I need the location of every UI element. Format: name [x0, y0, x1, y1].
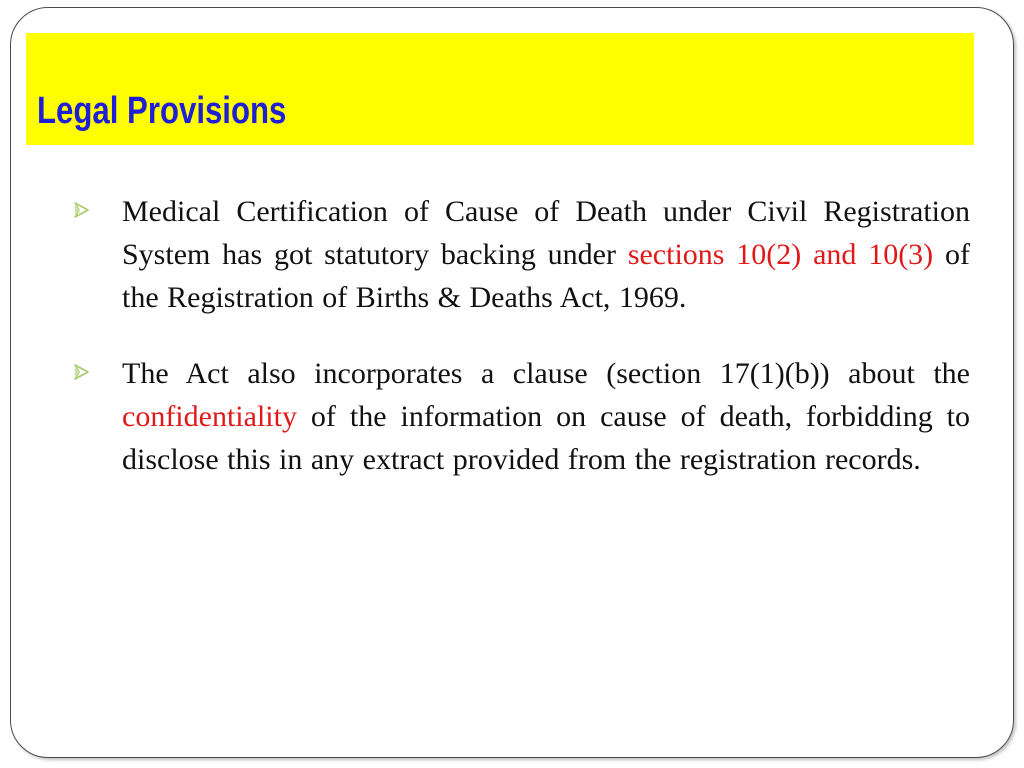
arrow-bullet-icon	[72, 362, 92, 382]
bullet-text-after: of the information on cause of death, forbidding to disclose this in any extract provided from the registration records.	[122, 400, 970, 476]
bullet-list	[72, 190, 970, 514]
bullet-item	[72, 190, 970, 319]
bullet-text-after: of the Registration of Births & Deaths Act, 1969.	[122, 238, 970, 314]
bullet-text-before: The Act also incorporates a clause (section 17(1)(b)) about the	[122, 357, 970, 390]
bullet-text	[122, 190, 970, 319]
bullet-highlight: confidentiality	[122, 400, 297, 433]
arrow-bullet-icon	[72, 200, 92, 220]
bullet-item	[72, 352, 970, 481]
bullet-highlight: sections 10(2) and 10(3)	[627, 238, 934, 271]
slide-title: Legal Provisions	[37, 90, 287, 132]
bullet-text	[122, 352, 970, 481]
bullet-text-before: Medical Certification of Cause of Death under Civil Registration System has got statutory backing under	[122, 195, 970, 271]
